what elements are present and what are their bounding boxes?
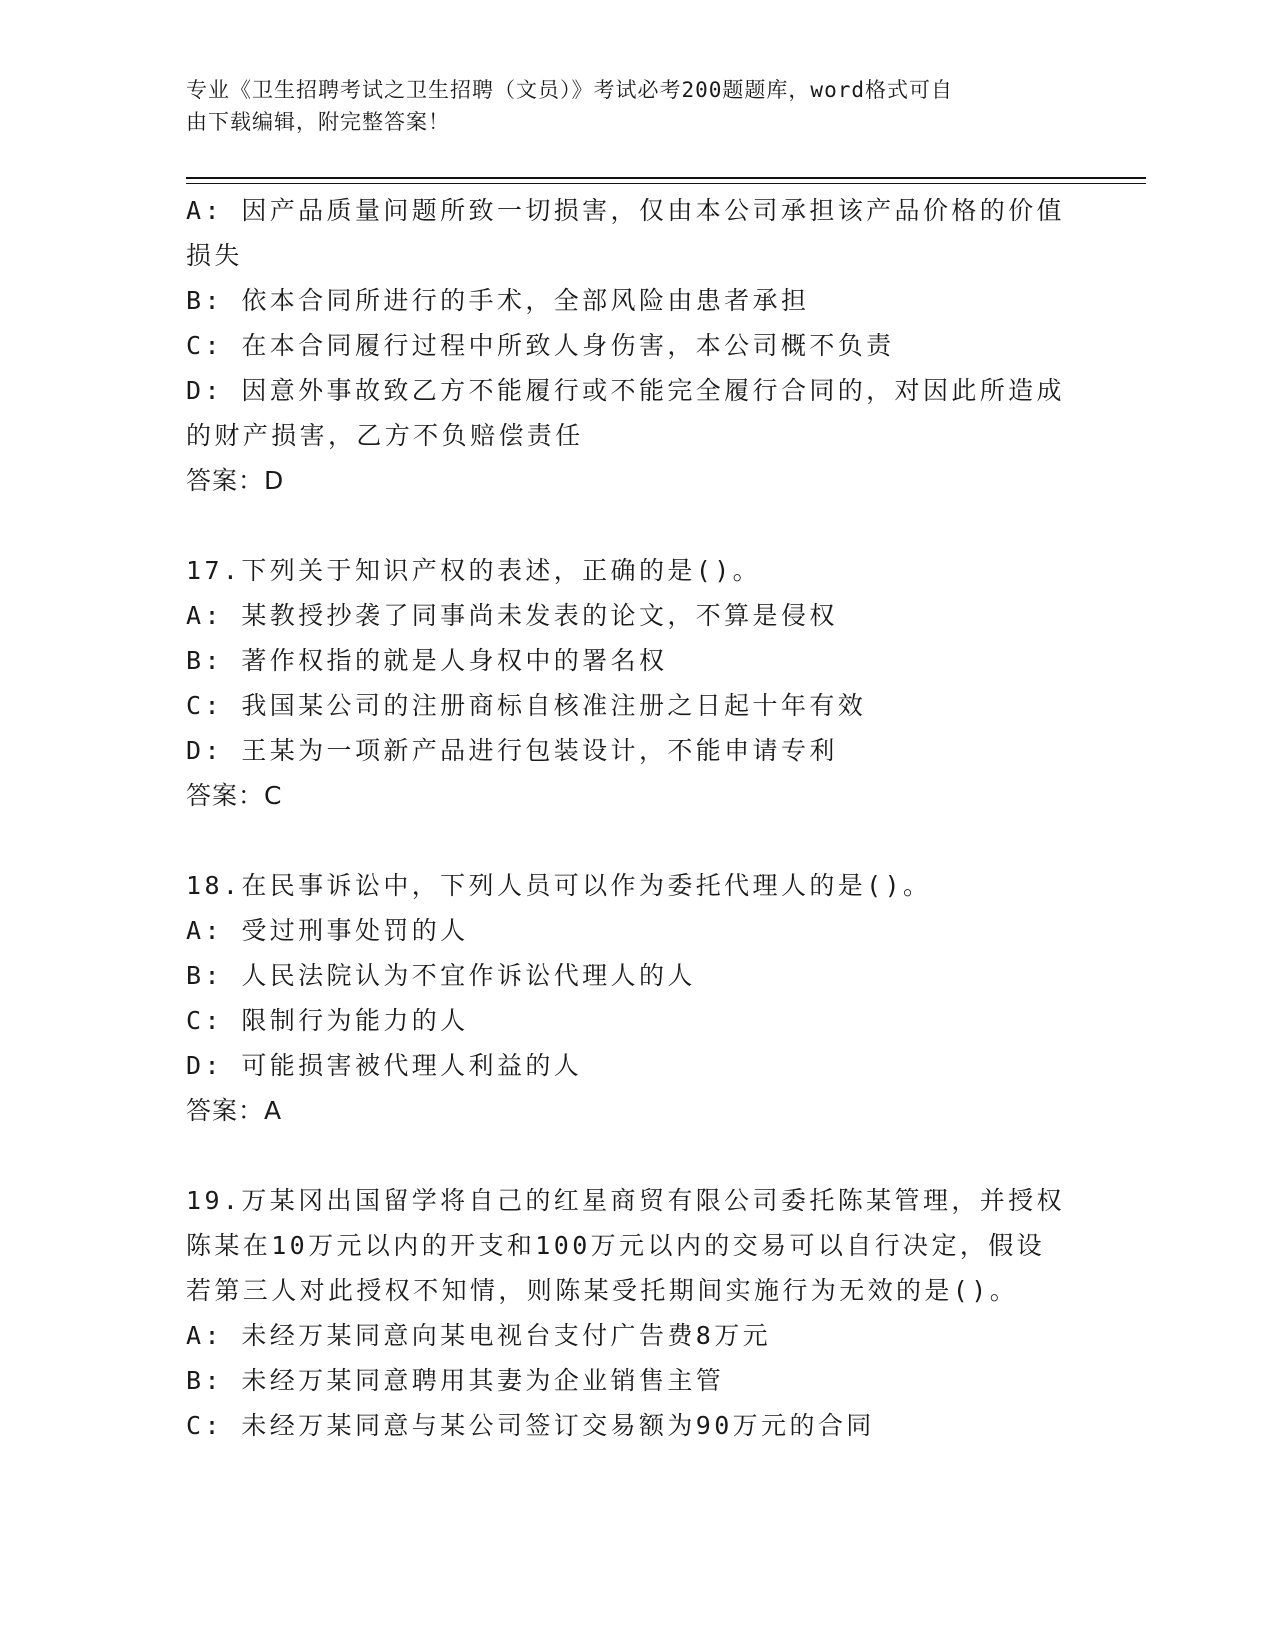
question-spacer (186, 818, 1066, 863)
answer-option: C: 在本合同履行过程中所致人身伤害，本公司概不负责 (186, 331, 895, 360)
answer-option: C: 未经万某同意与某公司签订交易额为90万元的合同 (186, 1411, 875, 1440)
document-header (186, 74, 1066, 138)
question-stem: 若第三人对此授权不知情，则陈某受托期间实施行为无效的是()。 (186, 1276, 1019, 1305)
answer-option: B: 未经万某同意聘用其妻为企业销售主管 (186, 1366, 725, 1395)
question-stem: 19.万某冈出国留学将自己的红星商贸有限公司委托陈某管理，并授权 (186, 1186, 1065, 1215)
answer-key: 答案：D (186, 466, 285, 495)
answer-option: A: 某教授抄袭了同事尚未发表的论文，不算是侵权 (186, 601, 838, 630)
answer-option: 的财产损害，乙方不负赔偿责任 (186, 421, 584, 450)
header-divider-thick (186, 177, 1146, 179)
question-stem: 陈某在10万元以内的开支和100万元以内的交易可以自行决定，假设 (186, 1231, 1046, 1260)
question-block (186, 1178, 1066, 1448)
answer-option: D: 可能损害被代理人利益的人 (186, 1051, 583, 1080)
question-spacer (186, 503, 1066, 548)
answer-option: C: 我国某公司的注册商标自核准注册之日起十年有效 (186, 691, 867, 720)
answer-option: 损失 (186, 241, 243, 270)
answer-option: C: 限制行为能力的人 (186, 1006, 469, 1035)
answer-option: B: 人民法院认为不宜作诉讼代理人的人 (186, 961, 696, 990)
header-divider-thin (186, 183, 1146, 184)
answer-option: B: 依本合同所进行的手术，全部风险由患者承担 (186, 286, 810, 315)
header-line-1: 专业《卫生招聘考试之卫生招聘（文员）》考试必考200题题库，word格式可自 (186, 78, 953, 102)
document-page (186, 0, 1146, 1650)
answer-option: B: 著作权指的就是人身权中的署名权 (186, 646, 668, 675)
question-list (186, 188, 1066, 1448)
question-stem: 18.在民事诉讼中，下列人员可以作为委托代理人的是()。 (186, 871, 932, 900)
answer-option: A: 受过刑事处罚的人 (186, 916, 469, 945)
question-spacer (186, 1133, 1066, 1178)
answer-option: D: 因意外事故致乙方不能履行或不能完全履行合同的，对因此所造成 (186, 376, 1065, 405)
header-line-2: 由下载编辑，附完整答案！ (186, 110, 450, 134)
question-block (186, 188, 1066, 503)
answer-option: A: 因产品质量问题所致一切损害，仅由本公司承担该产品价格的价值 (186, 196, 1065, 225)
answer-key: 答案：C (186, 781, 283, 810)
answer-key: 答案：A (186, 1096, 283, 1125)
question-block (186, 548, 1066, 818)
question-block (186, 863, 1066, 1133)
question-stem: 17.下列关于知识产权的表述，正确的是()。 (186, 556, 762, 585)
answer-option: D: 王某为一项新产品进行包装设计，不能申请专利 (186, 736, 838, 765)
answer-option: A: 未经万某同意向某电视台支付广告费8万元 (186, 1321, 772, 1350)
